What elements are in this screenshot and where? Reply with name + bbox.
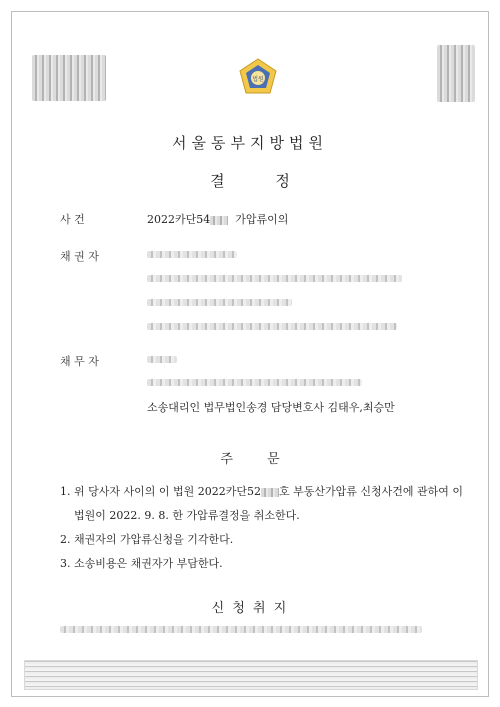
creditor-label: 채 권 자 <box>60 250 99 263</box>
case-label: 사 건 <box>60 213 85 226</box>
debtor-label: 채 무 자 <box>60 355 99 368</box>
redacted-creditor-name <box>147 251 237 258</box>
order-item-1-line2: 법원이 2022. 9. 8. 한 가압류결정을 취소한다. <box>74 509 300 522</box>
document-title: 결 정 <box>210 172 290 190</box>
debtor-counsel: 소송대리인 법무법인송경 담당변호사 김태우,최승만 <box>147 401 395 414</box>
court-emblem-icon <box>236 56 280 100</box>
redacted-petition-text <box>60 626 422 633</box>
redacted-qr-code-right <box>437 45 475 102</box>
document-page <box>11 11 489 697</box>
order-heading: 주 문 <box>220 452 280 467</box>
redacted-creditor-counsel <box>147 323 397 330</box>
redacted-barcode-left <box>32 55 106 101</box>
redacted-debtor-address <box>147 379 362 386</box>
case-value <box>147 211 288 227</box>
order-item-3: 3. 소송비용은 채권자가 부담한다. <box>60 557 223 570</box>
redacted-debtor-name <box>147 356 177 363</box>
redacted-case-digits <box>210 216 228 225</box>
redacted-footer-notice <box>24 660 478 690</box>
redacted-creditor-representative <box>147 299 292 306</box>
petition-heading: 신 청 취 지 <box>211 601 289 616</box>
redacted-case-digits <box>261 488 279 497</box>
order-item-2: 2. 채권자의 가압류신청을 기각한다. <box>60 533 234 546</box>
court-name: 서울동부지방법원 <box>172 134 328 152</box>
case-name: 가압류이의 <box>235 213 289 226</box>
redacted-creditor-address <box>147 275 402 282</box>
svg-text:법원: 법원 <box>252 76 264 83</box>
case-number: 2022카단54 <box>147 213 211 226</box>
order-item-1: 1. 위 당사자 사이의 이 법원 2022카단52 호 부동산가압류 신청사건에 관하여 이 <box>60 485 463 498</box>
